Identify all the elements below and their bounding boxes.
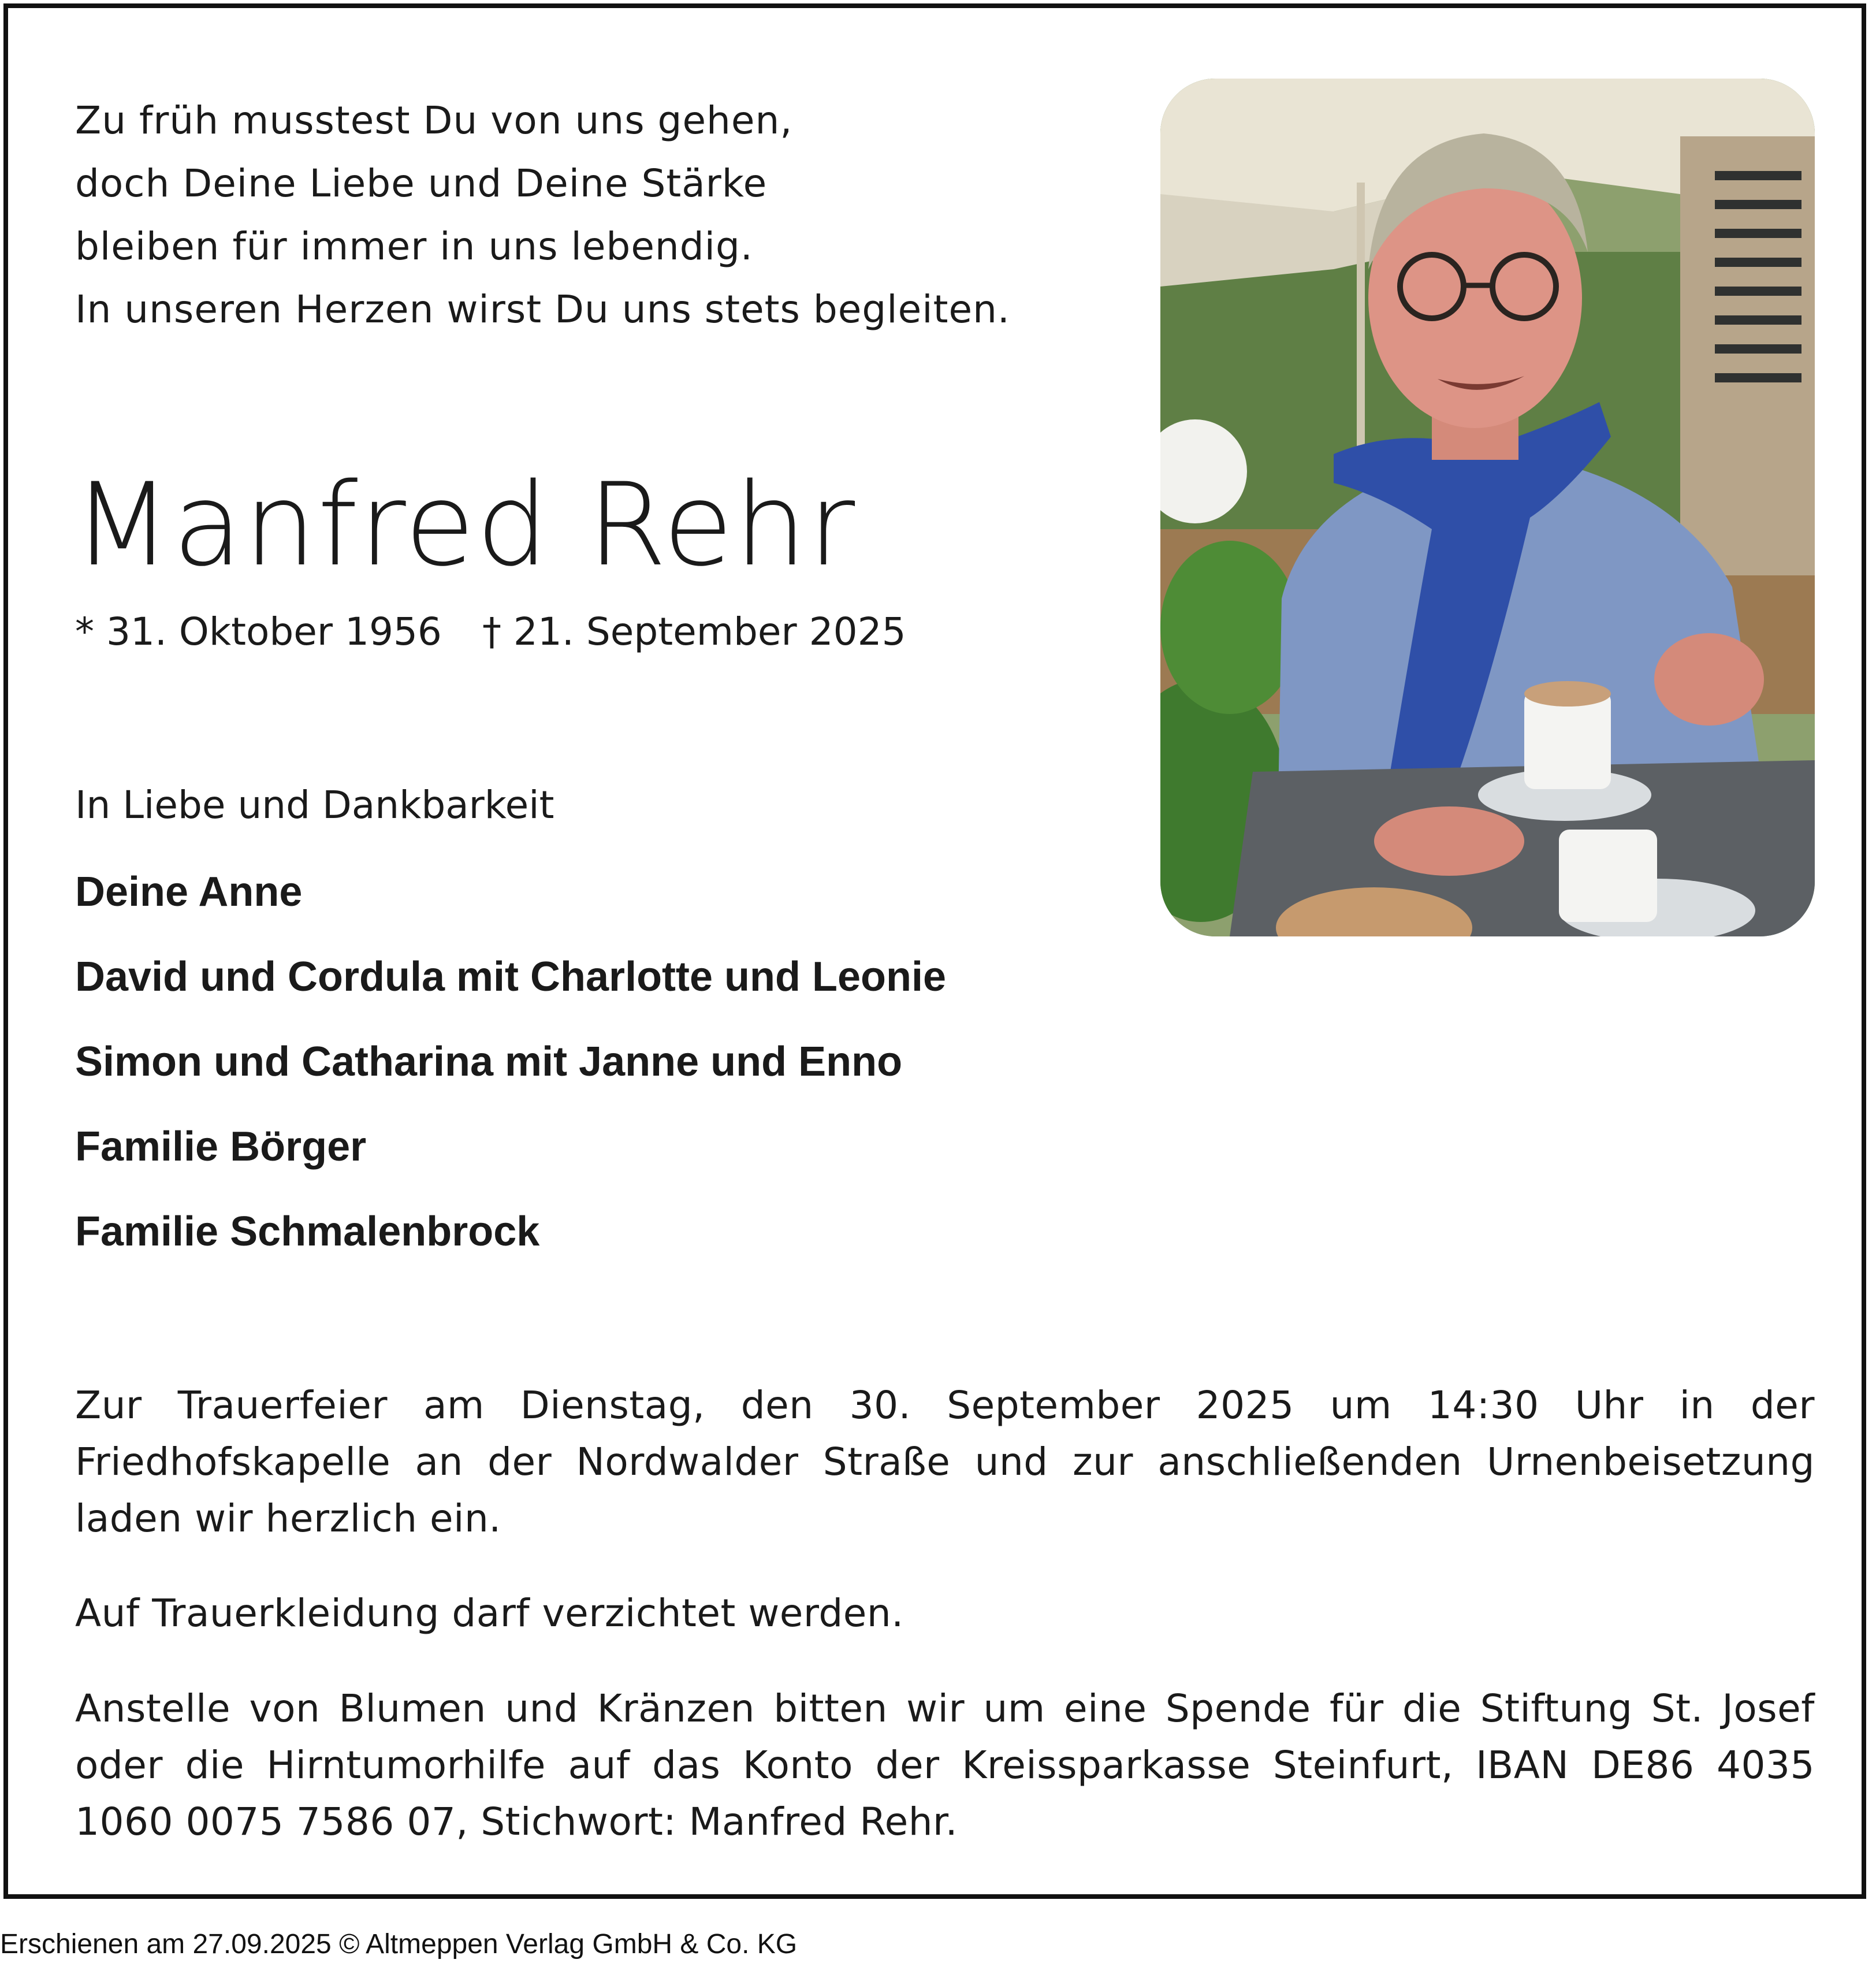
deceased-name: Manfred Rehr bbox=[73, 458, 857, 592]
portrait-photo bbox=[1160, 79, 1815, 936]
birth-date: * 31. Oktober 1956 bbox=[75, 609, 442, 654]
mourner-name: David und Cordula mit Charlotte und Leonie bbox=[75, 954, 947, 1000]
poem-line: Zu früh musstest Du von uns gehen, bbox=[75, 98, 793, 143]
memorial-poem bbox=[75, 89, 1010, 341]
mourner-name: Simon und Catharina mit Janne und Enno bbox=[75, 1039, 903, 1085]
life-dates bbox=[75, 603, 906, 661]
mourner-name: Deine Anne bbox=[75, 869, 303, 915]
mourners-intro: In Liebe und Dankbarkeit bbox=[75, 783, 554, 827]
mourner-name: Familie Schmalenbrock bbox=[75, 1209, 540, 1255]
dress-code-notice: Auf Trauerkleidung darf verzichtet werden. bbox=[75, 1591, 904, 1635]
donation-notice: Anstelle von Blumen und Kränzen bitten wir um eine Spende für die Stiftung St. Josef oder die Hirntumorhilfe auf das Konto der Kreissparkasse Steinfurt, IBAN DE86 4035 1060 0075 7586 07, Stichwort: Manfred Rehr. bbox=[75, 1686, 1815, 1844]
obituary-frame bbox=[3, 3, 1866, 1899]
funeral-notice: Zur Trauerfeier am Dienstag, den 30. September 2025 um 14:30 Uhr in der Friedhofskapelle an der Nordwalder Straße und zur anschließenden Urnenbeisetzung laden wir herzlich ein. bbox=[75, 1383, 1815, 1541]
poem-line: doch Deine Liebe und Deine Stärke bbox=[75, 161, 768, 206]
death-date: † 21. September 2025 bbox=[482, 609, 906, 654]
poem-line: In unseren Herzen wirst Du uns stets begleiten. bbox=[75, 287, 1010, 332]
portrait-illustration bbox=[1160, 79, 1815, 936]
mourner-name: Familie Börger bbox=[75, 1124, 367, 1170]
poem-line: bleiben für immer in uns lebendig. bbox=[75, 224, 753, 269]
publication-footer: Erschienen am 27.09.2025 © Altmeppen Verlag GmbH & Co. KG bbox=[0, 1929, 798, 1960]
mourners-list bbox=[75, 863, 946, 1288]
